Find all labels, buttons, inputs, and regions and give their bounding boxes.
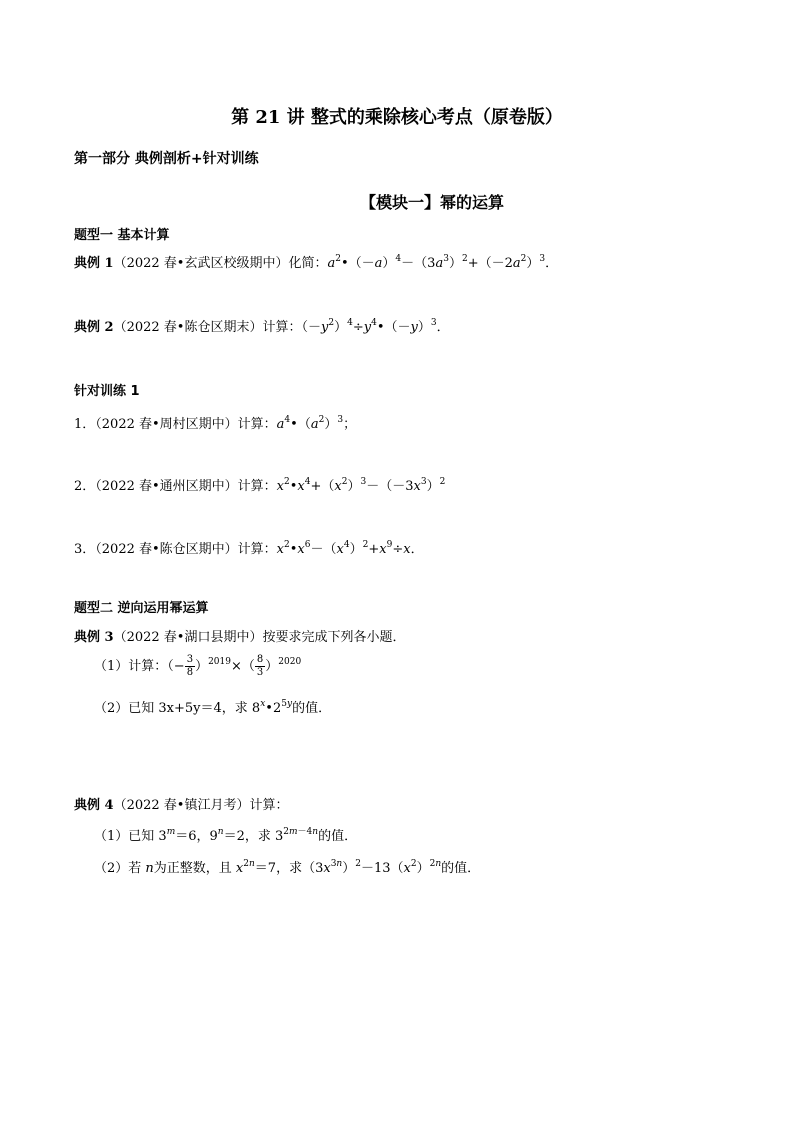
example-4-part-2-formula: $x^{2n}=7$，求$(3x^{3n})^2-13(x^2)^{2n}$ xyxy=(235,859,442,876)
part-heading: 第一部分 典例剖析+针对训练 xyxy=(74,151,259,167)
example-4-part-2-mid: 为正整数，且 xyxy=(153,861,236,876)
type2-heading: 题型二 逆向运用幂运算 xyxy=(74,601,209,616)
example-1-formula: $a^2•(-a)^4-(3a^3)^2+(-2a^2)^3$． xyxy=(327,254,559,271)
example-2 xyxy=(74,316,450,335)
example-3-part-1-label: （1）计算： xyxy=(94,659,168,674)
variable-n: n xyxy=(145,861,154,876)
training-question-3 xyxy=(74,538,424,557)
fraction-eight-thirds: $\frac{8}{3}$ xyxy=(256,654,264,678)
example-1-source: （2022 春•玄武区校级期中）化简： xyxy=(113,256,328,271)
example-3-part-1 xyxy=(94,654,301,679)
example-4 xyxy=(74,794,288,813)
example-4-part-1-tail: 的值． xyxy=(318,829,358,844)
training-question-1-formula: $a^4•(a^2)^3$； xyxy=(276,415,357,432)
example-3-source: （2022 春•湖口县期中）按要求完成下列各小题． xyxy=(113,630,406,645)
example-3-part-2-label: （2）已知 xyxy=(94,701,159,716)
training-question-2-formula: $x^2•x^4+(x^2)^3-(-3x^3)^2$ xyxy=(276,477,446,494)
example-3-label: 典例 3 xyxy=(74,630,114,645)
example-4-part-1-formula: $3^m=6$，$9^n=2$，求 $3^{2m-4n}$ xyxy=(158,827,319,844)
type1-heading: 题型一 基本计算 xyxy=(74,228,170,243)
example-4-source: （2022 春•镇江月考）计算： xyxy=(113,798,289,813)
example-3-part-2-condition: 3x+5y＝4 xyxy=(158,701,222,716)
example-2-formula: $(-y^2)^4\div y^4•(-y)^3$． xyxy=(301,318,450,335)
example-3-part-1-formula: （− $\frac{3}{8}$ ）$^{2019}$×（ $\frac{8}{3}$ ）$^{2020}$ xyxy=(167,654,302,678)
page-title: 第 21 讲 整式的乘除核心考点（原卷版） xyxy=(231,107,563,128)
example-4-part-1-label: （1）已知 xyxy=(94,829,159,844)
example-4-part-1 xyxy=(94,825,357,844)
example-4-label: 典例 4 xyxy=(74,798,114,813)
training-question-1 xyxy=(74,413,356,432)
example-3-part-2-ask: ，求 8 xyxy=(221,701,261,716)
example-1-label: 典例 1 xyxy=(74,256,114,271)
example-4-part-2-tail: 的值． xyxy=(441,861,481,876)
example-1 xyxy=(74,252,558,271)
training-question-1-source: 1．（2022 春•周村区期中）计算： xyxy=(74,417,277,432)
training-question-2-source: 2．（2022 春•通州区期中）计算： xyxy=(74,479,277,494)
example-4-part-2-label: （2）若 xyxy=(94,861,146,876)
example-2-source: （2022 春•陈仓区期末）计算： xyxy=(113,320,302,335)
example-3-part-2-expression: $^x•2^{5y}$ xyxy=(260,699,293,716)
module-heading xyxy=(0,190,794,213)
example-4-part-2 xyxy=(94,857,480,876)
example-2-label: 典例 2 xyxy=(74,320,114,335)
example-3 xyxy=(74,626,405,645)
example-3-part-2-tail: 的值． xyxy=(292,701,332,716)
training-question-3-source: 3．（2022 春•陈仓区期中）计算： xyxy=(74,542,277,557)
training-1-heading: 针对训练 1 xyxy=(74,384,140,399)
training-question-3-formula: $x^2•x^6-(x^4)^2+x^9\div x$． xyxy=(276,540,424,557)
module-heading-text: 【模块一】幂的运算 xyxy=(359,193,504,212)
training-question-2 xyxy=(74,475,445,494)
fraction-three-eighths: $\frac{3}{8}$ xyxy=(186,654,194,678)
example-3-part-2 xyxy=(94,697,331,716)
